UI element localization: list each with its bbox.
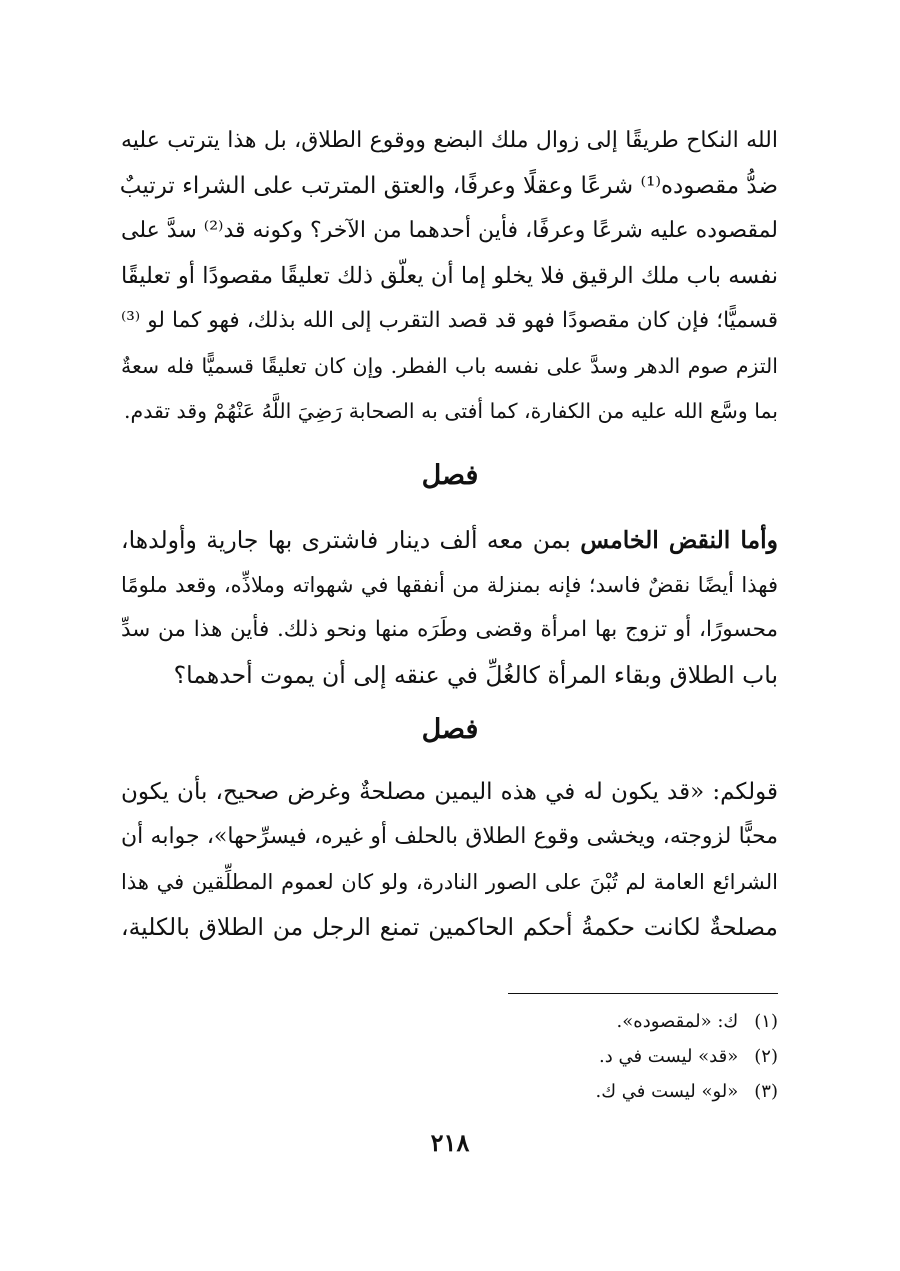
footnote — [121, 1007, 778, 1037]
text-line-rest: بمن معه ألف دينار فاشترى بها جارية وأولدها، — [121, 526, 581, 554]
text-line: فهذا أيضًا نقضٌ فاسد؛ فإنه بمنزلة من أنفقها في شهواته وملاذِّه، وقعد ملومًا — [121, 573, 778, 597]
text-line: ضدُّ مقصوده⁽¹⁾ شرعًا وعقلًا وعرفًا، والعتق المترتب على الشراء ترتيبٌ — [119, 173, 778, 199]
section-heading: فصل — [421, 714, 479, 745]
text-line: نفسه باب ملك الرقيق فلا يخلو إما أن يعلّق ذلك تعليقًا مقصودًا أو تعليقًا — [121, 263, 778, 289]
footnote-text: «لو» ليست في ك. — [595, 1081, 739, 1102]
text-line: بما وسَّع الله عليه من الكفارة، كما أفتى به الصحابة رَضِيَ اللَّهُ عَنْهُمْ وقد تقدم. — [124, 399, 778, 423]
text-line: محسورًا، أو تزوج بها امرأة وقضى وطَرَه منها ونحو ذلك. فأين هذا من سدِّ — [121, 617, 778, 642]
footnote — [121, 1042, 778, 1072]
text-line: مصلحةٌ لكانت حكمةُ أحكم الحاكمين تمنع الرجل من الطلاق بالكلية، — [121, 913, 778, 941]
footnote-number: (٣) — [754, 1081, 778, 1102]
footnote — [121, 1077, 778, 1107]
footnote-text: ك: «لمقصوده». — [616, 1011, 739, 1032]
section-heading: فصل — [421, 460, 479, 491]
footnote-number: (١) — [754, 1011, 778, 1032]
footnote-number: (٢) — [754, 1046, 778, 1067]
text-line: قسميًّا؛ فإن كان مقصودًا فهو قد قصد التقرب إلى الله بذلك، فهو كما لو ⁽³⁾ — [121, 308, 778, 333]
text-line: التزم صوم الدهر وسدَّ على نفسه باب الفطر. وإن كان تعليقًا قسميًّا فله سعةٌ — [121, 354, 778, 378]
page-number: ٢١٨ — [430, 1128, 470, 1157]
text-line: الله النكاح طريقًا إلى زوال ملك البضع ووقوع الطلاق، بل هذا يترتب عليه — [121, 128, 778, 153]
text-line: محبًّا لزوجته، ويخشى وقوع الطلاق بالحلف أو غيره، فيسرِّحها»، جوابه أن — [121, 824, 778, 849]
footnote-divider — [508, 993, 778, 994]
footnote-text: «قد» ليست في د. — [599, 1046, 739, 1067]
text-line: قولكم: «قد يكون له في هذه اليمين مصلحةٌ وغرض صحيح، بأن يكون — [121, 779, 778, 805]
text-line: الشرائع العامة لم تُبْنَ على الصور النادرة، ولو كان لعموم المطلِّقين في هذا — [121, 870, 778, 894]
lead-phrase: وأما النقض الخامس — [580, 526, 778, 554]
text-line-with-lead — [121, 520, 778, 560]
text-line: لمقصوده عليه شرعًا وعرفًا، فأين أحدهما من الآخر؟ وكونه قد⁽²⁾ سدَّ على — [121, 218, 778, 243]
text-line: باب الطلاق وبقاء المرأة كالغُلِّ في عنقه إلى أن يموت أحدهما؟ — [173, 661, 778, 689]
